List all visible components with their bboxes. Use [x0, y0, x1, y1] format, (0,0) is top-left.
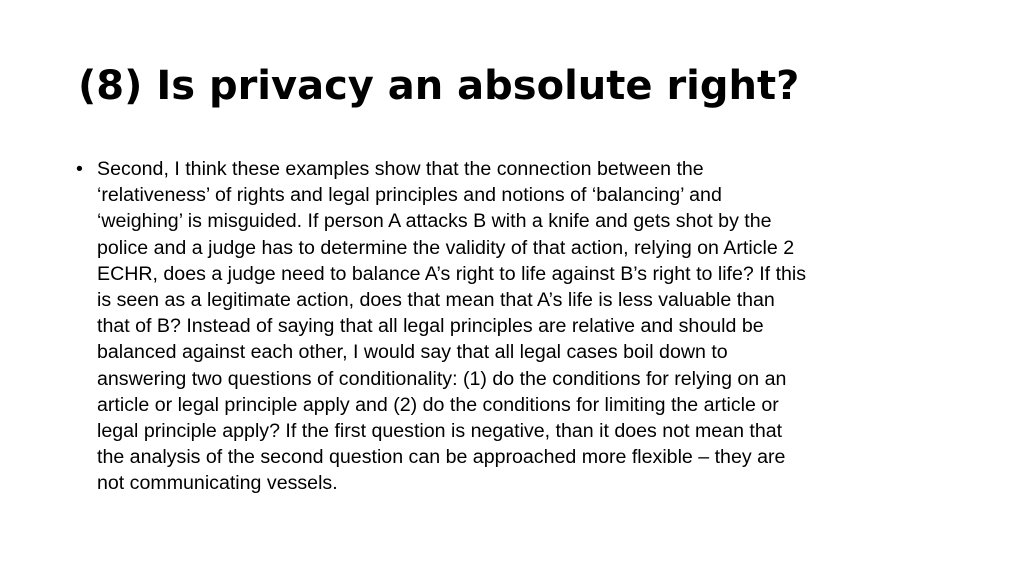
bullet-icon: •	[76, 158, 83, 180]
bullet-line: is seen as a legitimate action, does that mean that A’s life is less valuable than	[97, 289, 775, 312]
bullet-line: legal principle apply? If the first question is negative, than it does not mean that	[97, 420, 783, 443]
bullet-line: answering two questions of conditionality: (1) do the conditions for relying on an	[97, 367, 787, 390]
bullet-line: ‘weighing’ is misguided. If person A attacks B with a knife and gets shot by the	[97, 210, 772, 233]
bullet-line: Second, I think these examples show that the connection between the	[97, 158, 704, 180]
bullet-text	[97, 156, 956, 497]
bullet-line: police and a judge has to determine the validity of that action, relying on Article 2	[97, 236, 795, 259]
bullet-line: ‘relativeness’ of rights and legal principles and notions of ‘balancing’ and	[97, 184, 722, 207]
bullet-line: the analysis of the second question can be approached more flexible – they are	[97, 446, 786, 469]
slide-title: (8) Is privacy an absolute right?	[78, 63, 800, 109]
bullet-line: article or legal principle apply and (2) do the conditions for limiting the article or	[97, 393, 779, 416]
bullet-line: that of B? Instead of saying that all legal principles are relative and should be	[97, 315, 764, 338]
bullet-line: not communicating vessels.	[97, 472, 338, 495]
slide-body	[76, 156, 956, 497]
bullet-item	[76, 156, 956, 497]
bullet-line: ECHR, does a judge need to balance A’s right to life against B’s right to life? If this	[97, 262, 807, 285]
bullet-line: balanced against each other, I would say that all legal cases boil down to	[97, 341, 728, 364]
